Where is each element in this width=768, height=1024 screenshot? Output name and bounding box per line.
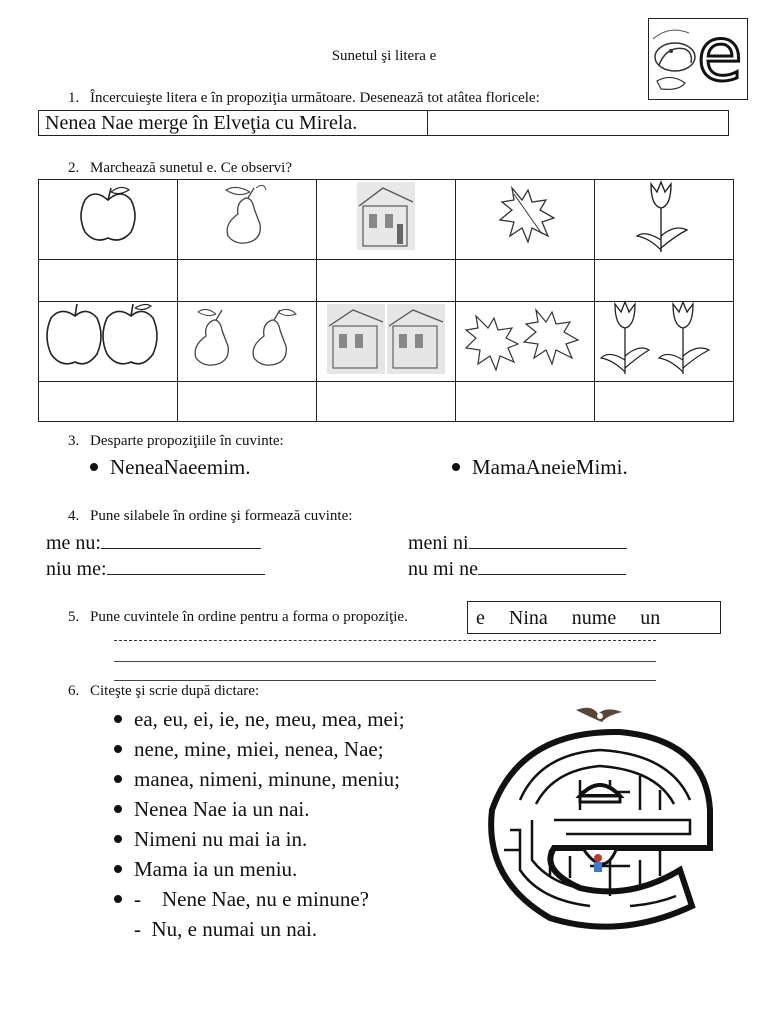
dialogue-line: - Nu, e numai un nai. (134, 917, 318, 941)
list-item (114, 704, 405, 734)
tulip-icon (595, 180, 733, 254)
ex2-text: Marchează sunetul e. Ce observi? (90, 160, 292, 176)
bullet-icon (114, 895, 122, 903)
ex4-number: 4. (68, 508, 80, 524)
list-item (114, 764, 405, 794)
cell-leaves (456, 302, 595, 382)
cell-apples (39, 302, 178, 382)
ex3-item-text: NeneaNaeemim. (110, 455, 251, 479)
answer-line[interactable] (107, 556, 265, 575)
list-item (114, 794, 405, 824)
answer-cell[interactable] (595, 382, 734, 422)
cell-tulip (595, 180, 734, 260)
bullet-icon (114, 775, 122, 783)
answer-line[interactable] (114, 661, 656, 662)
leaf-icon (456, 180, 594, 254)
ex4-syllables: meni ni (408, 532, 469, 554)
ex4-row (408, 530, 627, 555)
ex4-syllables: me nu: (46, 532, 101, 554)
bullet-icon (114, 745, 122, 753)
word: e (476, 607, 485, 629)
answer-cell[interactable] (317, 382, 456, 422)
ex4-instruction (68, 508, 352, 525)
ex6-number: 6. (68, 683, 80, 699)
bullet-icon (114, 865, 122, 873)
ex2-picture-table (38, 179, 734, 422)
ex1-number: 1. (68, 90, 80, 106)
ex1-text: Încercuieşte litera e în propoziţia următoare. Desenează tot atâtea floricele: (90, 90, 540, 106)
tulips-icon (595, 302, 733, 376)
cell-tulips (595, 302, 734, 382)
list-item (114, 854, 405, 884)
ex4-row (46, 556, 265, 581)
letter-e-maze-icon (480, 700, 720, 940)
answer-cell[interactable] (39, 382, 178, 422)
word: Nina (508, 607, 548, 629)
apples-icon (39, 302, 177, 376)
ex4-syllables: niu me: (46, 558, 107, 580)
bullet-icon (90, 463, 98, 471)
bullet-icon (114, 835, 122, 843)
houses-icon (317, 302, 455, 376)
answer-line[interactable] (114, 640, 656, 641)
bullet-icon (114, 805, 122, 813)
list-item-text: nene, mine, miei, nenea, Nae; (134, 737, 384, 761)
house-icon (317, 180, 455, 254)
ex4-row (408, 556, 626, 581)
cell-house (317, 180, 456, 260)
word: un (640, 607, 661, 629)
list-item (114, 734, 405, 764)
list-item-text: manea, nimeni, minune, meniu; (134, 767, 400, 791)
list-item (114, 884, 405, 914)
letter-e-logo (648, 12, 748, 100)
dialogue-line: - Nene Nae, nu e minune? (134, 887, 369, 911)
answer-line[interactable] (469, 530, 627, 549)
bullet-icon (114, 715, 122, 723)
answer-cell[interactable] (178, 260, 317, 302)
answer-cell[interactable] (595, 260, 734, 302)
list-item (114, 914, 405, 944)
answer-cell[interactable] (456, 260, 595, 302)
list-item-text: Mama ia un meniu. (134, 857, 298, 881)
ex3-text: Desparte propoziţiile în cuvinte: (90, 433, 284, 449)
ex3-item (90, 455, 251, 480)
ex1-answer-box[interactable] (38, 110, 729, 136)
cell-leaf (456, 180, 595, 260)
pears-icon (178, 302, 316, 376)
ex4-text: Pune silabele în ordine şi formează cuvinte: (90, 508, 353, 524)
bullet-icon (452, 463, 460, 471)
ex6-instruction (68, 683, 259, 700)
answer-line[interactable] (478, 556, 626, 575)
ex5-word-box (467, 601, 721, 634)
cell-houses (317, 302, 456, 382)
ex6-list (114, 704, 405, 944)
pear-icon (178, 180, 316, 254)
leaves-icon (456, 302, 594, 376)
list-item-text: ea, eu, ei, ie, ne, meu, mea, mei; (134, 707, 405, 731)
list-item (114, 824, 405, 854)
ex2-instruction (68, 160, 292, 177)
word: nume (571, 607, 617, 629)
answer-cell[interactable] (456, 382, 595, 422)
ex4-syllables: nu mi ne (408, 558, 478, 580)
cell-pear (178, 180, 317, 260)
ex3-item-text: MamaAneieMimi. (472, 455, 628, 479)
answer-line[interactable] (101, 530, 261, 549)
page-title: Sunetul şi litera e (331, 48, 437, 64)
list-item-text: Nimeni nu mai ia in. (134, 827, 308, 851)
ex4-row (46, 530, 261, 555)
ex1-divider (427, 111, 428, 135)
logo-letter: e (697, 12, 743, 98)
cell-apple (39, 180, 178, 260)
ex3-instruction (68, 433, 284, 450)
answer-cell[interactable] (317, 260, 456, 302)
answer-line[interactable] (114, 680, 656, 681)
ex5-number: 5. (68, 609, 80, 625)
ex3-item (452, 455, 628, 480)
answer-cell[interactable] (178, 382, 317, 422)
ex1-instruction (68, 90, 540, 107)
ex6-text: Citeşte şi scrie după dictare: (90, 683, 260, 699)
ex5-instruction (68, 609, 408, 626)
ex2-number: 2. (68, 160, 80, 176)
answer-cell[interactable] (39, 260, 178, 302)
ex1-sentence: Nenea Nae merge în Elveţia cu Mirela. (45, 112, 358, 134)
apple-icon (39, 180, 177, 254)
cell-pears (178, 302, 317, 382)
list-item-text: Nenea Nae ia un nai. (134, 797, 310, 821)
ex5-text: Pune cuvintele în ordine pentru a forma o propoziţie. (90, 609, 408, 625)
ex3-number: 3. (68, 433, 80, 449)
